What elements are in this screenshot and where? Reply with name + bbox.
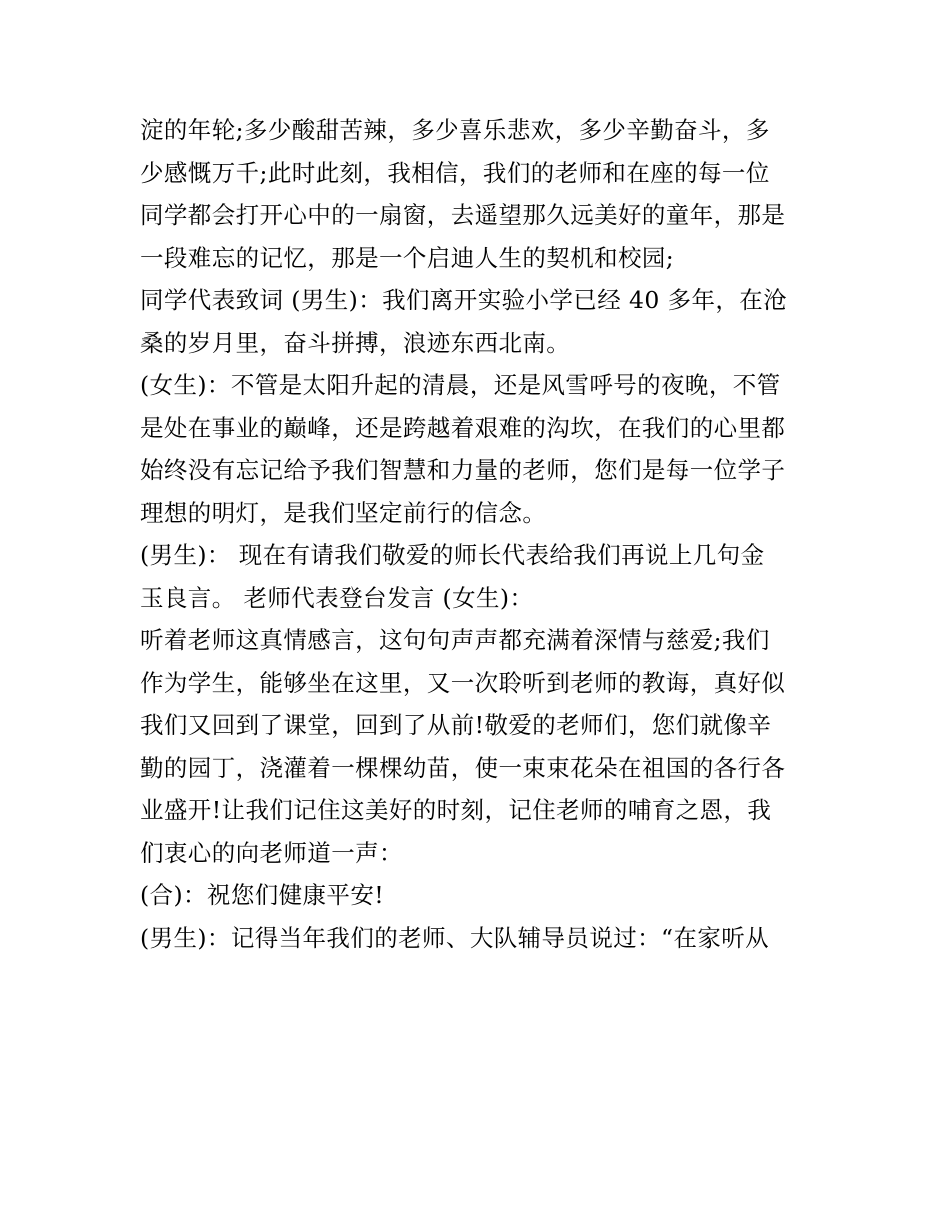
text-line: 同学都会打开心中的一扇窗，去遥望那久远美好的童年，那是 — [140, 201, 786, 229]
text-line: (合)：祝您们健康平安! — [140, 881, 385, 909]
text-line: 始终没有忘记给予我们智慧和力量的老师，您们是每一位学子 — [140, 456, 786, 484]
text-line: 作为学生，能够坐在这里，又一次聆听到老师的教诲，真好似 — [140, 668, 786, 697]
text-line: (男生)：记得当年我们的老师、大队辅导员说过：“在家听从 — [140, 923, 770, 952]
text-line: (女生)：不管是太阳升起的清晨，还是风雪呼号的夜晚，不管 — [140, 371, 781, 399]
text-line: 是处在事业的巅峰，还是跨越着艰难的沟坎，在我们的心里都 — [140, 413, 786, 442]
text-line: 勤的园丁，浇灌着一棵棵幼苗，使一束束花朵在祖国的各行各 — [140, 753, 786, 782]
text-line: 同学代表致词 (男生)：我们离开实验小学已经 40 多年，在沧 — [140, 286, 788, 314]
text-line: 一段难忘的记忆，那是一个启迪人生的契机和校园; — [140, 243, 675, 272]
text-line: 玉良言。 老师代表登台发言 (女生)： — [140, 583, 534, 612]
text-line: 淀的年轮;多少酸甜苦辣，多少喜乐悲欢，多少辛勤奋斗，多 — [140, 116, 770, 144]
text-line: 理想的明灯，是我们坚定前行的信念。 — [140, 498, 547, 527]
document-body — [140, 109, 820, 959]
text-line: 少感慨万千;此时此刻，我相信，我们的老师和在座的每一位 — [140, 158, 770, 187]
text-line: 们衷心的向老师道一声： — [140, 838, 403, 867]
text-line: 业盛开!让我们记住这美好的时刻，记住老师的哺育之恩，我 — [140, 796, 772, 824]
text-line: (男生)： 现在有请我们敬爱的师长代表给我们再说上几句金 — [140, 541, 765, 569]
text-line: 听着老师这真情感言，这句句声声都充满着深情与慈爱;我们 — [140, 626, 770, 654]
text-line: 我们又回到了课堂，回到了从前!敬爱的老师们，您们就像辛 — [140, 711, 772, 739]
text-line: 桑的岁月里，奋斗拼搏，浪迹东西北南。 — [140, 328, 571, 357]
